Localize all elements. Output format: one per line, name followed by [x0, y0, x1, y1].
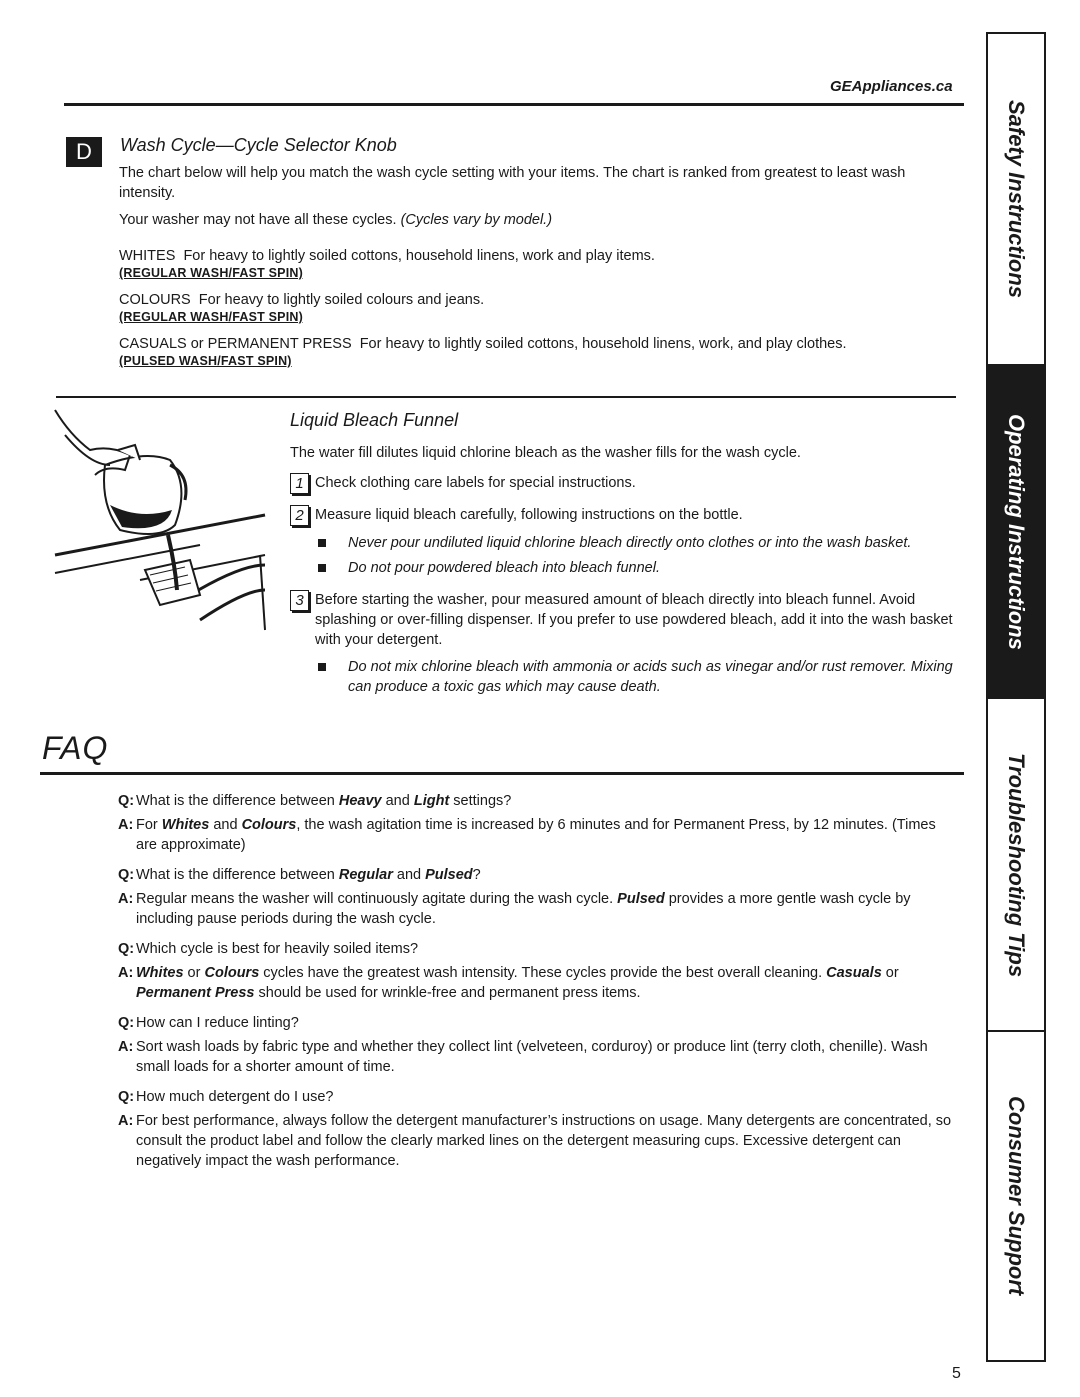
plain-text: ? [472, 867, 481, 883]
emphasis-text: Colours [204, 965, 260, 981]
bleach-pour-illustration [50, 405, 275, 635]
plain-text: Regular means the washer will continuously agitate during the wash cycle. [136, 891, 618, 907]
cycle-name: COLOURS [119, 292, 191, 308]
emphasis-text: Whites [161, 817, 210, 833]
cycle-whites [119, 246, 959, 266]
emphasis-text: Light [413, 793, 450, 809]
faq-answer [118, 815, 958, 855]
a-label: A: [118, 1113, 134, 1129]
bullet-square-icon [318, 564, 326, 572]
bleach-step-2 [290, 505, 960, 526]
a-text [136, 963, 958, 1003]
warning-bullet [318, 533, 960, 553]
section-divider [56, 396, 956, 398]
q-label: Q: [118, 1015, 135, 1031]
bleach-step-1 [290, 473, 960, 494]
q-label: Q: [118, 867, 135, 883]
tab-label: Consumer Support [1004, 1096, 1029, 1296]
faq-rule [40, 772, 964, 775]
plain-text: , the wash agitation time is increased by 6 minutes and for Permanent Press, by 12 minutes. (Times are approximate) [136, 817, 936, 853]
wash-cycle-body [119, 163, 959, 368]
emphasis-text: Whites [136, 965, 184, 981]
a-text [136, 1037, 958, 1077]
plain-text: and [392, 867, 426, 883]
step-text: Measure liquid bleach carefully, following instructions on the bottle. [315, 507, 743, 523]
faq-list [118, 791, 958, 1171]
faq-question [118, 1013, 958, 1033]
tab-label: Safety Instructions [1004, 99, 1029, 299]
bleach-intro: The water fill dilutes liquid chlorine bleach as the washer fills for the wash cycle. [290, 445, 801, 461]
a-label: A: [118, 817, 134, 833]
bullet-square-icon [318, 663, 326, 671]
q-label: Q: [118, 941, 135, 957]
a-label: A: [118, 1039, 134, 1055]
faq-question [118, 1087, 958, 1107]
emphasis-text: Regular [338, 867, 393, 883]
plain-text: How can I reduce linting? [136, 1015, 299, 1031]
emphasis-text: Permanent Press [136, 985, 255, 1001]
tab-troubleshooting-tips[interactable] [986, 699, 1046, 1031]
cycle-name: CASUALS [119, 336, 187, 352]
cycle-desc: For heavy to lightly soiled cottons, household linens, work, and play clothes. [359, 336, 847, 352]
plain-text: For [136, 817, 162, 833]
cycle-desc: For heavy to lightly soiled cottons, household linens, work and play items. [183, 248, 655, 264]
plain-text: and [381, 793, 414, 809]
step-number: 2 [290, 505, 309, 526]
tab-consumer-support[interactable] [986, 1032, 1046, 1360]
plain-text: Which cycle is best for heavily soiled items? [136, 941, 419, 957]
faq-answer [118, 889, 958, 929]
emphasis-text: Pulsed [617, 891, 665, 907]
plain-text: provides a more gentle wash cycle by including pause periods during the wash cycle. [136, 891, 911, 927]
a-text [136, 1111, 958, 1171]
q-label: Q: [118, 793, 135, 809]
plain-text: What is the difference between [136, 867, 339, 883]
cycle-mode: (REGULAR WASH/FAST SPIN) [119, 310, 303, 324]
q-text [136, 1087, 958, 1107]
site-url[interactable]: GEAppliances.ca [830, 78, 953, 95]
q-label: Q: [118, 1089, 135, 1105]
q-text [136, 939, 958, 959]
bullet-text: Do not mix chlorine bleach with ammonia or acids such as vinegar and/or rust remover. Mixing can produce a toxic gas which may cause death. [348, 659, 953, 695]
cycle-mode: (REGULAR WASH/FAST SPIN) [119, 266, 303, 280]
plain-text: For best performance, always follow the detergent manufacturer’s instructions on usage. Many detergents are concentrated, so consult the product label and follow the clearly marked lines on the detergent measuring cups. Excessive detergent can negatively impact the wash performance. [136, 1113, 952, 1169]
cycle-or: or [190, 336, 204, 352]
cycle-casuals [119, 334, 959, 354]
plain-text: settings? [449, 793, 512, 809]
emphasis-text: Pulsed [425, 867, 473, 883]
plain-text: or [183, 965, 205, 981]
bullet-square-icon [318, 539, 326, 547]
emphasis-text: Heavy [338, 793, 382, 809]
plain-text: or [881, 965, 899, 981]
faq-question [118, 939, 958, 959]
bleach-step-3 [290, 590, 960, 650]
tab-safety-instructions[interactable] [986, 34, 1046, 364]
faq-answer [118, 1037, 958, 1077]
a-label: A: [118, 891, 134, 907]
plain-text: and [209, 817, 242, 833]
step-2-bullets [318, 533, 960, 578]
emphasis-text: Casuals [826, 965, 882, 981]
wash-cycle-intro: The chart below will help you match the wash cycle setting with your items. The chart is ranked from greatest to least wash intensity. [119, 165, 906, 201]
plain-text: How much detergent do I use? [136, 1089, 334, 1105]
page-number: 5 [952, 1365, 961, 1382]
faq-question [118, 791, 958, 811]
q-text [136, 1013, 958, 1033]
step-3-bullets [318, 657, 960, 697]
plain-text: cycles have the greatest wash intensity. These cycles provide the best overall cleaning. [259, 965, 827, 981]
section-badge: D [66, 137, 102, 167]
faq-answer [118, 963, 958, 1003]
tab-label: Operating Instructions [1004, 413, 1029, 650]
tab-operating-instructions[interactable] [986, 364, 1046, 699]
wash-cycle-note [119, 210, 959, 230]
faq-answer [118, 1111, 958, 1171]
top-rule [64, 103, 964, 106]
warning-bullet [318, 657, 960, 697]
bleach-title: Liquid Bleach Funnel [290, 410, 459, 430]
q-text [136, 865, 958, 885]
cycle-colours [119, 290, 959, 310]
a-label: A: [118, 965, 134, 981]
tab-label: Troubleshooting Tips [1004, 752, 1029, 978]
q-text [136, 791, 958, 811]
warning-bullet [318, 558, 960, 578]
cycle-name: WHITES [119, 248, 176, 264]
bleach-body [290, 443, 960, 697]
a-text [136, 815, 958, 855]
plain-text: should be used for wrinkle-free and permanent press items. [254, 985, 641, 1001]
cycle-name-2: PERMANENT PRESS [207, 336, 352, 352]
cycle-mode: (PULSED WASH/FAST SPIN) [119, 354, 292, 368]
step-text: Check clothing care labels for special instructions. [315, 475, 636, 491]
bullet-text: Do not pour powdered bleach into bleach funnel. [348, 560, 660, 576]
cycle-desc: For heavy to lightly soiled colours and jeans. [198, 292, 485, 308]
plain-text: What is the difference between [136, 793, 339, 809]
emphasis-text: Colours [241, 817, 297, 833]
note-italic: (Cycles vary by model.) [400, 212, 553, 228]
step-number: 3 [290, 590, 309, 611]
wash-cycle-title: Wash Cycle—Cycle Selector Knob [120, 135, 397, 155]
a-text [136, 889, 958, 929]
plain-text: Sort wash loads by fabric type and whether they collect lint (velveteen, corduroy) or produce lint (terry cloth, chenille). Wash small loads for a shorter amount of time. [136, 1039, 928, 1075]
step-number: 1 [290, 473, 309, 494]
faq-title: FAQ [42, 730, 109, 766]
step-text: Before starting the washer, pour measured amount of bleach directly into bleach funnel. Avoid splashing or over-filling dispenser. If you prefer to use powdered bleach, add it into the wash basket with your detergent. [315, 592, 953, 648]
illustration-svg [50, 405, 275, 635]
bullet-text: Never pour undiluted liquid chlorine bleach directly onto clothes or into the wash basket. [348, 535, 912, 551]
note-text: Your washer may not have all these cycles. [119, 212, 397, 228]
faq-question [118, 865, 958, 885]
